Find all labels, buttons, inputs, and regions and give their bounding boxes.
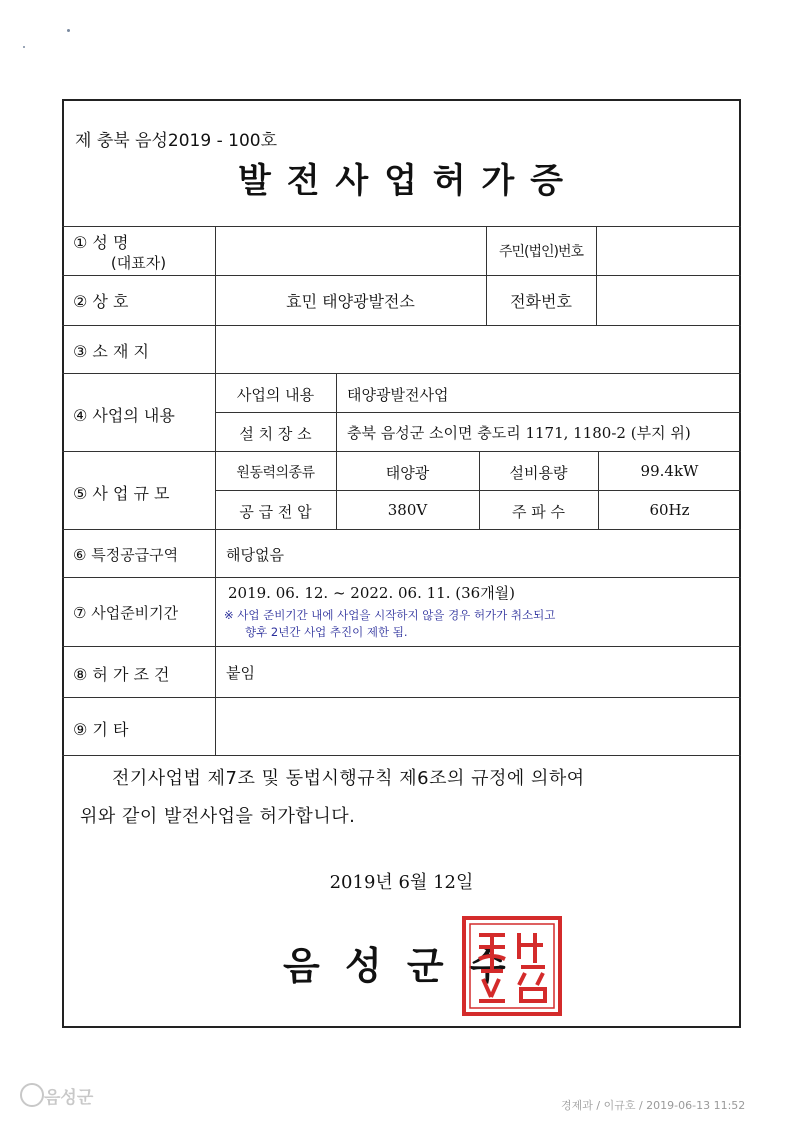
certificate-title: 발 전 사 업 허 가 증 (238, 161, 565, 201)
frequency-label: 주 파 수 (511, 503, 565, 521)
conditions-label: ⑧ 허 가 조 건 (73, 665, 170, 684)
row-divider (62, 697, 741, 698)
scan-speck (23, 46, 25, 48)
special-area-label: ⑥ 특정공급구역 (73, 546, 179, 564)
row-divider (62, 755, 741, 756)
capacity-value: 99.4kW (640, 462, 699, 480)
row-divider (62, 373, 741, 374)
row-divider (215, 412, 741, 413)
business-content-label: 사업의 내용 (236, 386, 315, 404)
site-value: 충북 음성군 소이면 충도리 1171, 1180-2 (부지 위) (347, 424, 691, 442)
voltage-label: 공 급 전 압 (239, 503, 312, 521)
representative-label: (대표자) (110, 254, 167, 272)
issue-date: 2019년 6월 12일 (329, 872, 474, 893)
company-label: ② 상 호 (73, 292, 129, 311)
prep-period-note-line1: ※ 사업 준비기간 내에 사업을 시작하지 않을 경우 허가가 취소되고 (224, 608, 556, 622)
document-stamp: 경제과 / 이규호 / 2019-06-13 11:52 (561, 1099, 746, 1112)
business-content-value: 태양광발전사업 (347, 386, 449, 404)
location-label: ③ 소 재 지 (73, 342, 149, 361)
statement-line1: 전기사업법 제7조 및 동법시행규칙 제6조의 규정에 의하여 (112, 768, 585, 789)
column-divider (596, 226, 597, 325)
name-label: ① 성 명 (73, 233, 129, 252)
row-divider (215, 490, 741, 491)
special-area-value: 해당없음 (226, 546, 284, 564)
row-divider (62, 226, 741, 227)
issuer-name: 음 성 군 수 (283, 944, 512, 988)
company-value: 효민 태양광발전소 (286, 292, 415, 311)
etc-label: ⑨ 기 타 (73, 720, 129, 739)
column-divider (336, 373, 337, 451)
statement-line2: 위와 같이 발전사업을 허가합니다. (80, 806, 356, 827)
row-divider (62, 646, 741, 647)
rrn-label: 주민(법인)번호 (498, 244, 584, 260)
row-divider (62, 577, 741, 578)
phone-label: 전화번호 (510, 292, 572, 311)
site-label: 설 치 장 소 (239, 425, 312, 443)
capacity-label: 설비용량 (509, 464, 568, 482)
frequency-value: 60Hz (649, 501, 690, 519)
certificate-number: 제 충북 음성2019 - 100호 (75, 131, 277, 151)
county-logo-text: 음성군 (44, 1088, 94, 1108)
scan-speck (67, 29, 70, 32)
row-divider (62, 451, 741, 452)
scale-label: ⑤ 사 업 규 모 (73, 484, 170, 503)
prime-mover-value: 태양광 (385, 464, 430, 482)
voltage-value: 380V (387, 501, 428, 519)
official-seal (461, 915, 563, 1017)
prep-period-label: ⑦ 사업준비기간 (73, 604, 179, 622)
row-divider (62, 529, 741, 530)
row-divider (62, 275, 741, 276)
conditions-value: 붙임 (226, 664, 255, 682)
prep-period-value: 2019. 06. 12. ~ 2022. 06. 11. (36개월) (228, 584, 516, 602)
business-label: ④ 사업의 내용 (73, 406, 175, 425)
prep-period-note-line2: 향후 2년간 사업 추진이 제한 됨. (245, 625, 408, 639)
prime-mover-label: 원동력의종류 (236, 465, 315, 481)
row-divider (62, 325, 741, 326)
county-logo-icon (20, 1083, 44, 1107)
